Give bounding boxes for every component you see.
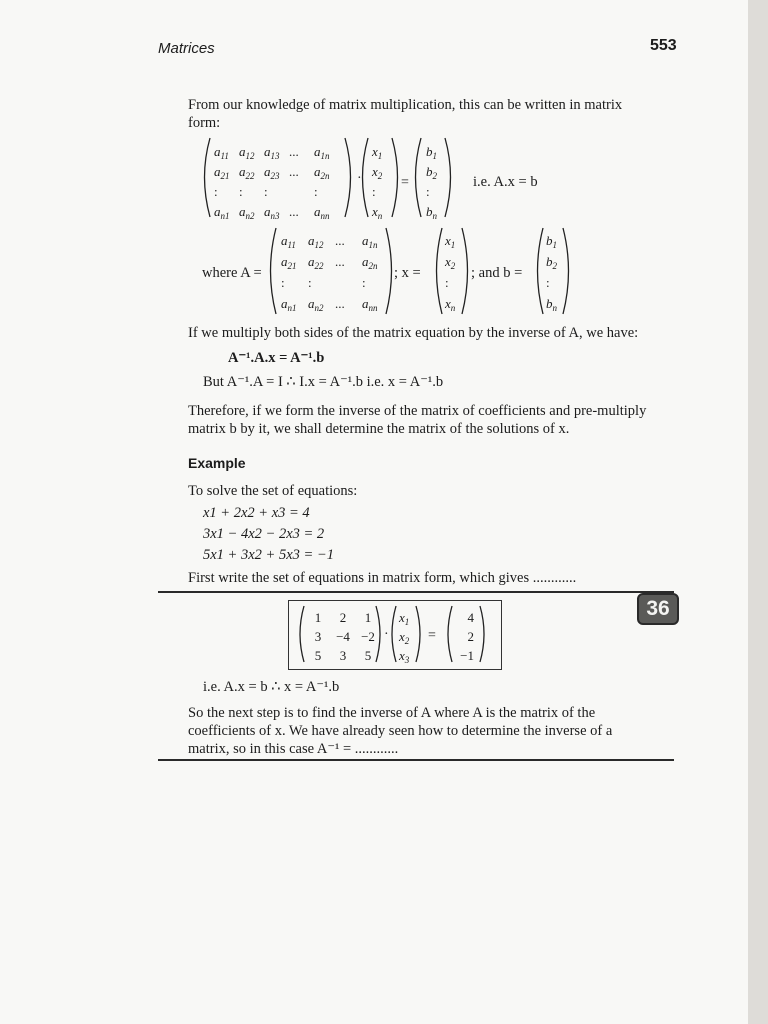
answer-matrix-A-entry-r0c2: 1 xyxy=(364,610,372,625)
intro-text-line1: From our knowledge of matrix multiplication, this can be written in matrix xyxy=(188,97,623,113)
example-intro: To solve the set of equations: xyxy=(188,483,358,499)
eq2-vector-b-entry-r3c0: $b_n$ xyxy=(546,296,557,313)
svg-text:=: = xyxy=(401,175,409,190)
eq1-matrix-A-entry-r3c0: $a_{n1}$ xyxy=(214,204,230,221)
eq1-vector-x-entry-r2c0: : xyxy=(372,184,376,199)
eq2-vector-b-entry-r1c0: $b_2$ xyxy=(546,254,557,271)
answer-vector-x-entry-r1c0: $x_2$ xyxy=(399,629,410,646)
answer-matrix-A-entry-r1c2: −2 xyxy=(361,629,375,644)
eq1-matrix-A-entry-r3c3: ... xyxy=(289,204,299,219)
answer-vector-x-entry-r2c0: $x_3$ xyxy=(399,648,410,665)
answer-matrix-A-entry-r2c1: 3 xyxy=(339,648,347,663)
eq2-matrix-A-entry-r1c3: $a_{2n}$ xyxy=(362,254,378,271)
answer-vector-b-entry-r0c0: 4 xyxy=(467,610,474,625)
vector-x-right-paren xyxy=(392,138,398,217)
answer-matrix-A-entry-r2c2: 5 xyxy=(364,648,372,663)
frame-divider-bottom xyxy=(158,759,674,761)
answer-matrix-A-entry-r0c0: 1 xyxy=(314,610,322,625)
eq2-matrix-A-entry-r3c2: ... xyxy=(335,296,345,311)
answer-vector-b-entry-r1c0: 2 xyxy=(467,629,474,644)
eq1-matrix-A-entry-r2c0: : xyxy=(214,184,218,199)
vector-x-left-paren xyxy=(363,138,369,217)
eq2-matrix-A-entry-r2c0: : xyxy=(281,275,285,290)
eq1-vector-b-entry-r3c0: $b_n$ xyxy=(426,204,437,221)
therefore-line2: matrix b by it, we shall determine the matrix of the solutions of x. xyxy=(188,421,570,437)
vector-b-left-paren xyxy=(416,138,422,217)
eq1-matrix-A-entry-r1c0: $a_{21}$ xyxy=(214,164,230,181)
eq2-matrix-A-entry-r3c0: $a_{n1}$ xyxy=(281,296,297,313)
eq2-vector-x-entry-r0c0: $x_1$ xyxy=(445,233,456,250)
x-equals-label: ; x = xyxy=(394,265,421,281)
eq1-vector-b-entry-r2c0: : xyxy=(426,184,430,199)
eq1-matrix-A-entry-r2c2: : xyxy=(264,184,268,199)
eq2-matrix-A-entry-r1c2: ... xyxy=(335,254,345,269)
eq1-matrix-A-entry-r0c3: ... xyxy=(289,144,299,159)
example-heading: Example xyxy=(188,455,246,471)
solution-statement: i.e. A.x = b ∴ x = A⁻¹.b xyxy=(203,679,340,695)
next-step-line1: So the next step is to find the inverse of A where A is the matrix of the xyxy=(188,705,596,721)
eq1-matrix-A-entry-r1c3: ... xyxy=(289,164,299,179)
eq1-matrix-A-entry-r2c4: : xyxy=(314,184,318,199)
eq1-matrix-A-entry-r3c2: $a_{n3}$ xyxy=(264,204,280,221)
ie-ax-equals-b: i.e. A.x = b xyxy=(473,174,538,190)
eq2-matrix-A-entry-r0c0: $a_{11}$ xyxy=(281,233,296,250)
eq1-matrix-A-entry-r2c1: : xyxy=(239,184,243,199)
eq2-vector-b-entry-r0c0: $b_1$ xyxy=(546,233,557,250)
matrix-form-prompt: First write the set of equations in matrix form, which gives ............ xyxy=(188,570,577,586)
eq2-vector-x-entry-r3c0: $x_n$ xyxy=(445,296,456,313)
eq2-matrix-A-entry-r2c3: : xyxy=(362,275,366,290)
eq1-matrix-A-entry-r0c2: $a_{13}$ xyxy=(264,144,280,161)
running-header-title: Matrices xyxy=(158,40,215,57)
svg-text:=: = xyxy=(428,628,436,643)
eq2-matrix-A-entry-r2c1: : xyxy=(308,275,312,290)
eq1-matrix-A-entry-r1c1: $a_{22}$ xyxy=(239,164,255,181)
eq2-matrix-A-entry-r3c1: $a_{n2}$ xyxy=(308,296,324,313)
eq2-vector-x-entry-r2c0: : xyxy=(445,275,449,290)
eq2-matrix-A-entry-r0c2: ... xyxy=(335,233,345,248)
eq1-matrix-A-entry-r1c4: $a_{2n}$ xyxy=(314,164,330,181)
eq1-vector-x-entry-r0c0: $x_1$ xyxy=(372,144,383,161)
eq1-matrix-A-entry-r0c4: $a_{1n}$ xyxy=(314,144,330,161)
eq2-matrix-A-entry-r0c1: $a_{12}$ xyxy=(308,233,324,250)
page-edge xyxy=(748,0,768,1024)
matrix-equations-figure xyxy=(0,0,748,330)
svg-text:·: · xyxy=(384,627,389,642)
therefore-line1: Therefore, if we form the inverse of the matrix of coefficients and pre-multiply xyxy=(188,403,647,419)
eq1-vector-b-entry-r0c0: $b_1$ xyxy=(426,144,437,161)
svg-text:·: · xyxy=(357,171,362,186)
eq1-matrix-A-entry-r1c2: $a_{23}$ xyxy=(264,164,280,181)
eq1-matrix-A-entry-r3c4: $a_{nn}$ xyxy=(314,204,330,221)
next-step-line3: matrix, so in this case A⁻¹ = ............ xyxy=(188,741,399,757)
answer-matrix-A-entry-r2c0: 5 xyxy=(314,648,322,663)
page-number: 553 xyxy=(650,37,677,54)
eq2-matrix-A-entry-r3c3: $a_{nn}$ xyxy=(362,296,378,313)
but-line: But A⁻¹.A = I ∴ I.x = A⁻¹.b i.e. x = A⁻¹.b xyxy=(203,374,444,390)
eq2-matrix-A-entry-r0c3: $a_{1n}$ xyxy=(362,233,378,250)
frame-divider-top xyxy=(158,591,674,593)
eq1-matrix-A-entry-r3c1: $a_{n2}$ xyxy=(239,204,255,221)
answer-matrix-equation xyxy=(288,600,502,670)
where-A-label: where A = xyxy=(202,265,262,281)
matrix-A-left-paren xyxy=(205,138,211,217)
answer-matrix-A-entry-r0c1: 2 xyxy=(339,610,347,625)
intro-text-line2: form: xyxy=(188,115,221,131)
inverse-equation: A⁻¹.A.x = A⁻¹.b xyxy=(228,350,325,366)
answer-vector-b-entry-r2c0: −1 xyxy=(460,648,474,663)
matrix-A-right-paren xyxy=(345,138,351,217)
answer-matrix-A-entry-r1c0: 3 xyxy=(314,629,322,644)
eq1-vector-b-entry-r1c0: $b_2$ xyxy=(426,164,437,181)
eq1-matrix-A-entry-r0c1: $a_{12}$ xyxy=(239,144,255,161)
eq2-vector-b-entry-r2c0: : xyxy=(546,275,550,290)
eq1-vector-x-entry-r3c0: $x_n$ xyxy=(372,204,383,221)
eq2-vector-x-entry-r1c0: $x_2$ xyxy=(445,254,456,271)
b-equals-label: ; and b = xyxy=(471,265,523,281)
equation-1: x1 + 2x2 + x3 = 4 xyxy=(203,505,310,521)
equation-2: 3x1 − 4x2 − 2x3 = 2 xyxy=(203,526,325,542)
frame-number-badge: 36 xyxy=(637,593,679,625)
next-step-line2: coefficients of x. We have already seen how to determine the inverse of a xyxy=(188,723,613,739)
eq2-matrix-A-entry-r1c0: $a_{21}$ xyxy=(281,254,297,271)
eq1-vector-x-entry-r1c0: $x_2$ xyxy=(372,164,383,181)
eq2-matrix-A-entry-r1c1: $a_{22}$ xyxy=(308,254,324,271)
eq1-matrix-A-entry-r0c0: $a_{11}$ xyxy=(214,144,229,161)
answer-matrix-A-entry-r1c1: −4 xyxy=(336,629,350,644)
multiply-text: If we multiply both sides of the matrix equation by the inverse of A, we have: xyxy=(188,325,639,341)
equation-3: 5x1 + 3x2 + 5x3 = −1 xyxy=(203,547,334,563)
answer-vector-x-entry-r0c0: $x_1$ xyxy=(399,610,410,627)
vector-b-right-paren xyxy=(445,138,451,217)
